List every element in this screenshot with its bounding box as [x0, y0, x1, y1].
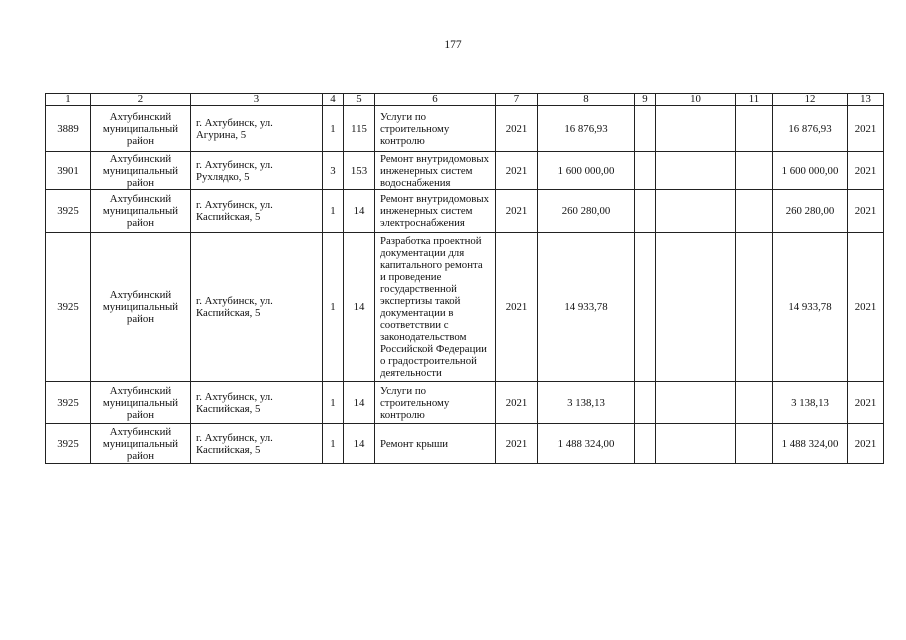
work-description-cell: Разработка проектной документации для капитального ремонта и проведение государственной экспертизы такой документации в соответствии с законодательством Российской Федерации о градостроительной деятельности — [375, 233, 496, 382]
table-row — [46, 382, 884, 424]
municipality-cell: Ахтубинский муниципальный район — [91, 152, 191, 190]
header-cell-9: 9 — [635, 94, 656, 106]
col-9-value-cell — [635, 106, 656, 152]
work-description-cell: Услуги по строительному контролю — [375, 382, 496, 424]
col-11-value-cell — [736, 106, 773, 152]
year-cell: 2021 — [496, 190, 538, 233]
header-cell-8: 8 — [538, 94, 635, 106]
work-description-cell: Ремонт крыши — [375, 424, 496, 464]
col-5-value-cell: 14 — [344, 382, 375, 424]
header-cell-6: 6 — [375, 94, 496, 106]
col-4-value-cell: 1 — [323, 190, 344, 233]
table-header — [46, 94, 884, 106]
cost-cell: 1 488 324,00 — [773, 424, 848, 464]
page-number: 177 — [444, 39, 462, 51]
completion-year-cell: 2021 — [848, 233, 884, 382]
col-4-value-cell: 1 — [323, 233, 344, 382]
table-row — [46, 152, 884, 190]
total-cost-cell: 3 138,13 — [538, 382, 635, 424]
record-id-cell: 3925 — [46, 190, 91, 233]
col-10-value-cell — [656, 382, 736, 424]
municipality-cell: Ахтубинский муниципальный район — [91, 382, 191, 424]
year-cell: 2021 — [496, 106, 538, 152]
total-cost-cell: 14 933,78 — [538, 233, 635, 382]
col-10-value-cell — [656, 190, 736, 233]
col-9-value-cell — [635, 190, 656, 233]
col-10-value-cell — [656, 106, 736, 152]
work-description-cell: Услуги по строительному контролю — [375, 106, 496, 152]
table-header-row — [46, 94, 884, 106]
col-11-value-cell — [736, 382, 773, 424]
completion-year-cell: 2021 — [848, 382, 884, 424]
completion-year-cell: 2021 — [848, 424, 884, 464]
year-cell: 2021 — [496, 382, 538, 424]
municipality-cell: Ахтубинский муниципальный район — [91, 106, 191, 152]
record-id-cell: 3901 — [46, 152, 91, 190]
table-row — [46, 233, 884, 382]
record-id-cell: 3925 — [46, 233, 91, 382]
total-cost-cell: 1 488 324,00 — [538, 424, 635, 464]
work-description-cell: Ремонт внутридомовых инженерных систем водоснабжения — [375, 152, 496, 190]
table-row — [46, 190, 884, 233]
year-cell: 2021 — [496, 424, 538, 464]
header-cell-5: 5 — [344, 94, 375, 106]
col-11-value-cell — [736, 190, 773, 233]
address-cell: г. Ахтубинск, ул. Каспийская, 5 — [191, 190, 323, 233]
col-9-value-cell — [635, 233, 656, 382]
completion-year-cell: 2021 — [848, 152, 884, 190]
year-cell: 2021 — [496, 152, 538, 190]
municipality-cell: Ахтубинский муниципальный район — [91, 424, 191, 464]
col-10-value-cell — [656, 424, 736, 464]
header-cell-1: 1 — [46, 94, 91, 106]
address-cell: г. Ахтубинск, ул. Агурина, 5 — [191, 106, 323, 152]
col-5-value-cell: 153 — [344, 152, 375, 190]
header-cell-4: 4 — [323, 94, 344, 106]
cost-cell: 3 138,13 — [773, 382, 848, 424]
header-cell-13: 13 — [848, 94, 884, 106]
address-cell: г. Ахтубинск, ул. Каспийская, 5 — [191, 382, 323, 424]
col-4-value-cell: 3 — [323, 152, 344, 190]
col-5-value-cell: 14 — [344, 233, 375, 382]
col-5-value-cell: 14 — [344, 190, 375, 233]
address-cell: г. Ахтубинск, ул. Каспийская, 5 — [191, 424, 323, 464]
municipality-cell: Ахтубинский муниципальный район — [91, 233, 191, 382]
table-body — [46, 106, 884, 464]
header-cell-11: 11 — [736, 94, 773, 106]
col-10-value-cell — [656, 152, 736, 190]
header-cell-7: 7 — [496, 94, 538, 106]
address-cell: г. Ахтубинск, ул. Рухлядко, 5 — [191, 152, 323, 190]
col-9-value-cell — [635, 424, 656, 464]
record-id-cell: 3925 — [46, 382, 91, 424]
col-4-value-cell: 1 — [323, 106, 344, 152]
header-cell-2: 2 — [91, 94, 191, 106]
table-row — [46, 106, 884, 152]
col-11-value-cell — [736, 152, 773, 190]
col-10-value-cell — [656, 233, 736, 382]
works-table — [45, 93, 884, 464]
total-cost-cell: 260 280,00 — [538, 190, 635, 233]
col-9-value-cell — [635, 382, 656, 424]
col-5-value-cell: 115 — [344, 106, 375, 152]
table-row — [46, 424, 884, 464]
col-11-value-cell — [736, 233, 773, 382]
cost-cell: 16 876,93 — [773, 106, 848, 152]
col-9-value-cell — [635, 152, 656, 190]
header-cell-12: 12 — [773, 94, 848, 106]
col-5-value-cell: 14 — [344, 424, 375, 464]
total-cost-cell: 1 600 000,00 — [538, 152, 635, 190]
header-cell-10: 10 — [656, 94, 736, 106]
cost-cell: 260 280,00 — [773, 190, 848, 233]
municipality-cell: Ахтубинский муниципальный район — [91, 190, 191, 233]
record-id-cell: 3925 — [46, 424, 91, 464]
cost-cell: 1 600 000,00 — [773, 152, 848, 190]
header-cell-3: 3 — [191, 94, 323, 106]
address-cell: г. Ахтубинск, ул. Каспийская, 5 — [191, 233, 323, 382]
completion-year-cell: 2021 — [848, 106, 884, 152]
col-4-value-cell: 1 — [323, 382, 344, 424]
work-description-cell: Ремонт внутридомовых инженерных систем электроснабжения — [375, 190, 496, 233]
total-cost-cell: 16 876,93 — [538, 106, 635, 152]
col-11-value-cell — [736, 424, 773, 464]
completion-year-cell: 2021 — [848, 190, 884, 233]
year-cell: 2021 — [496, 233, 538, 382]
col-4-value-cell: 1 — [323, 424, 344, 464]
record-id-cell: 3889 — [46, 106, 91, 152]
cost-cell: 14 933,78 — [773, 233, 848, 382]
